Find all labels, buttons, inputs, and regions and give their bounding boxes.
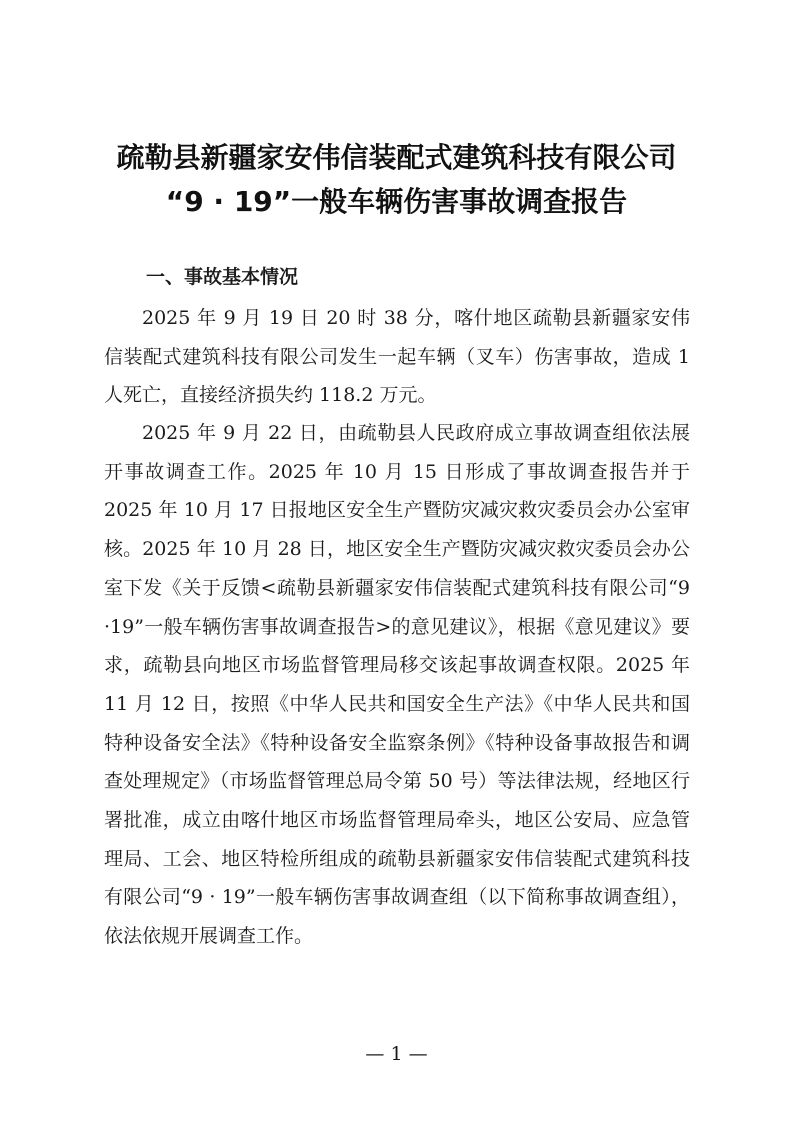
page-number: — 1 —	[365, 1043, 428, 1065]
paragraph-accident-summary: 2025 年 9 月 19 日 20 时 38 分，喀什地区疏勒县新疆家安伟信装配式建筑科技有限公司发生一起车辆（叉车）伤害事故，造成 1 人死亡，直接经济损失约 118.2 万元。	[104, 307, 690, 407]
title-line-report: “9 · 19”一般车辆伤害事故调查报告	[165, 185, 628, 218]
section-heading-basic-situation: 一、事故基本情况	[146, 266, 299, 288]
paragraph-investigation-process: 2025 年 9 月 22 日，由疏勒县人民政府成立事故调查组依法展开事故调查工作。2025 年 10 月 15 日形成了事故调查报告并于 2025 年 10 月 17 日报地区安全生产暨防灾减灾救灾委员会办公室审核。2025 年 10 月 28 日，地区安全生产暨防灾减灾救灾委员会办公室下发《关于反馈<疏勒县新疆家安伟信装配式建筑科技有限公司“9 ·19”一般车辆伤害事故调查报告>的意见建议》，根据《意见建议》要求，疏勒县向地区市场监督管理局移交该起事故调查权限。2025 年 11 月 12 日，按照《中华人民共和国安全生产法》《中华人民共和国特种设备安全法》《特种设备安全监察条例》《特种设备事故报告和调查处理规定》（市场监督管理总局令第 50 号）等法律法规，经地区行署批准，成立由喀什地区市场监督管理局牵头，地区公安局、应急管理局、工会、地区特检所组成的疏勒县新疆家安伟信装配式建筑科技有限公司“9 · 19”一般车辆伤害事故调查组（以下简称事故调查组），依法依规开展调查工作。	[104, 422, 690, 948]
title-line-company: 疏勒县新疆家安伟信装配式建筑科技有限公司	[116, 141, 677, 174]
document-title	[0, 136, 793, 224]
